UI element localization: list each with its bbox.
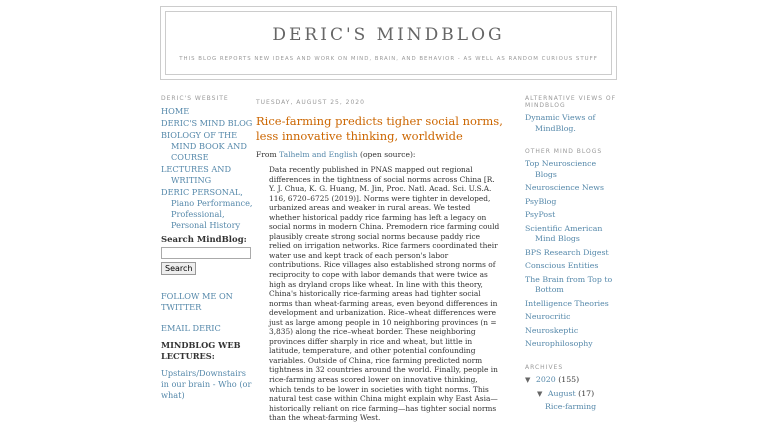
right-sidebar (525, 95, 620, 411)
list-item (525, 326, 620, 337)
alt-views-item (525, 113, 620, 134)
nav-link-mind-blog (161, 118, 253, 129)
post-date: TUESDAY, AUGUST 25, 2020 (256, 99, 365, 106)
nav-link-biology-book (161, 130, 253, 163)
list-item (525, 197, 620, 208)
follow-twitter-link[interactable]: FOLLOW ME ON TWITTER (161, 291, 233, 312)
blog-link-top-neuroscience[interactable]: Top Neuroscience Blogs (525, 159, 597, 179)
archive-month-link[interactable]: August (547, 388, 576, 398)
search-button[interactable]: Search (161, 262, 196, 275)
home-link[interactable]: HOME (161, 106, 190, 116)
blog-link-neurocritic[interactable]: Neurocritic (525, 312, 571, 321)
list-item (525, 183, 620, 194)
alt-views-list (525, 113, 620, 134)
list-item (525, 210, 620, 221)
search-input[interactable] (161, 247, 251, 259)
blog-link-psypost[interactable]: PsyPost (525, 210, 556, 219)
blog-link-psyblog[interactable]: PsyBlog (525, 196, 557, 206)
list-item (525, 275, 620, 296)
archives-heading: ARCHIVES (525, 363, 564, 371)
follow-twitter-item (161, 291, 253, 313)
blog-description: THIS BLOG REPORTS NEW IDEAS AND WORK ON MIND, BRAIN, AND BEHAVIOR - AS WELL AS RANDOM CURIOUS STUFF (179, 56, 598, 62)
blog-link-neurophilosophy[interactable]: Neurophilosophy (525, 339, 593, 348)
archive-year-row (525, 375, 620, 384)
left-sidebar (161, 95, 253, 401)
source-suffix: (open source): (360, 150, 416, 159)
expand-triangle-icon[interactable]: ▼ (525, 375, 531, 384)
lecture-link[interactable]: Upstairs/Downstairs in our brain - Who (or what) (161, 368, 252, 400)
blog-link-brain-top-bottom[interactable]: The Brain from Top to Bottom (525, 274, 613, 294)
mind-blog-link[interactable]: DERIC'S MIND BLOG (161, 118, 253, 128)
list-item (525, 299, 620, 310)
other-blogs-heading: OTHER MIND BLOGS (525, 148, 603, 155)
archive-month-count: (17) (578, 388, 595, 398)
blog-header-inner (165, 11, 612, 75)
blog-link-sciam-mind[interactable]: Scientific American Mind Blogs (525, 223, 603, 243)
alt-views-heading: ALTERNATIVE VIEWS OF MINDBLOG (525, 95, 617, 109)
blog-link-bps-digest[interactable]: BPS Research Digest (525, 247, 609, 257)
list-item (525, 339, 620, 350)
blog-link-neuroskeptic[interactable]: Neuroskeptic (525, 325, 579, 335)
post-title[interactable]: Rice-farming predicts tigher social norms, less innovative thinking, worldwide (256, 114, 503, 143)
email-link[interactable]: EMAIL DERIC (161, 323, 221, 333)
archive-month-row (537, 389, 620, 398)
nav-link-personal (161, 187, 253, 231)
list-item (525, 159, 620, 180)
list-item (525, 261, 620, 272)
source-prefix: From (256, 150, 277, 159)
list-item (525, 248, 620, 259)
lectures-link[interactable]: LECTURES AND WRITING (161, 164, 232, 185)
archive-post-link[interactable]: Rice-farming (545, 401, 597, 411)
search-heading: Search MindBlog: (161, 235, 247, 245)
dynamic-views-link[interactable]: Dynamic Views of MindBlog. (525, 113, 596, 133)
archive-year-count: (155) (558, 374, 580, 384)
blog-header (160, 6, 617, 80)
blog-title[interactable]: DERIC'S MINDBLOG (272, 25, 505, 45)
list-item (525, 312, 620, 323)
other-blogs-list (525, 159, 620, 350)
main-column (256, 99, 511, 423)
nav-link-home (161, 106, 253, 117)
post-body: Data recently published in PNAS mapped out regional differences in the tightness of social norms across China [R. Y. J. Chua, K. G. Huang, M. Jin, Proc. Natl. Acad. Sci. U.S.A. 116, 6720–6725 (2019)]. Norms were tighter in developed, urbanized areas and weaker in rural areas. We tested whether historical paddy rice farming has left a legacy on social norms in modern China. Premodern rice farming could plausibly create strong social norms because paddy rice relied on irrigation networks. Rice farmers coordinated their water use and kept track of each person's labor contributions. Rice villages also established strong norms of reciprocity to cope with labor demands that were twice as high as dryland crops like wheat. In line with this theory, China's historically rice-farming areas had tighter social norms than wheat-farming areas, even beyond differences in development and urbanization. Rice–wheat differences were just as large among people in 10 neighboring provinces (n = 3,835) along the rice–wheat border. These neighboring provinces differ sharply in rice and wheat, but little in latitude, temperature, and other potential confounding variables. Outside of China, rice farming predicted norm tightness in 32 countries around the world. Finally, people in rice-farming areas scored lower on innovative thinking, which tends to be lower in societies with tight norms. This natural test case within China might explain why East Asia—historically reliant on rice farming—has tighter social norms than the wheat-farming West. (269, 165, 500, 423)
website-heading: DERIC'S WEBSITE (161, 95, 229, 102)
web-lectures-heading: MINDBLOG WEB LECTURES: (161, 340, 241, 361)
archive-post-item (545, 402, 620, 411)
source-link[interactable]: Talhelm and English (279, 150, 358, 159)
website-links (161, 106, 253, 231)
list-item (525, 224, 620, 245)
biology-book-link[interactable]: BIOLOGY OF THE MIND BOOK AND COURSE (161, 130, 247, 162)
personal-link[interactable]: DERIC PERSONAL, Piano Performance, Professional, Personal History (161, 187, 253, 230)
blog-link-intelligence-theories[interactable]: Intelligence Theories (525, 298, 609, 308)
blog-link-neuroscience-news[interactable]: Neuroscience News (525, 183, 604, 192)
post-source-line (256, 150, 511, 159)
blog-link-conscious-entities[interactable]: Conscious Entities (525, 261, 599, 270)
lecture-item (161, 368, 253, 401)
expand-triangle-icon[interactable]: ▼ (537, 389, 543, 398)
nav-link-lectures (161, 164, 253, 186)
email-item (161, 323, 253, 334)
archive-year-link[interactable]: 2020 (535, 374, 556, 384)
